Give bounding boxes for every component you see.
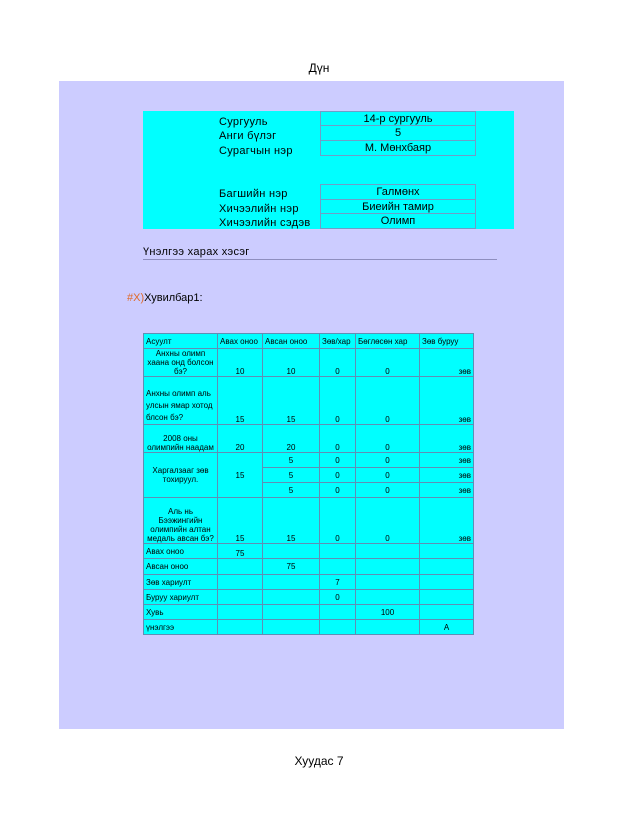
question-cell: Харгалзааг зөв тохируул. <box>144 453 218 498</box>
result-cell: зөв <box>420 453 474 468</box>
summary-got-value: 75 <box>263 559 320 575</box>
result-cell: зөв <box>420 425 474 453</box>
result-cell: зөв <box>420 349 474 377</box>
summary-right-value: 7 <box>320 575 356 590</box>
header-cell: Авах оноо <box>218 334 263 349</box>
variant-text: Хувилбар1: <box>144 292 203 304</box>
filled-cell: 0 <box>356 349 420 377</box>
result-cell: зөв <box>420 468 474 483</box>
filled-cell: 0 <box>356 377 420 425</box>
max-score-cell: 15 <box>218 377 263 425</box>
question-cell: 2008 оны олимпийн наадам <box>144 425 218 453</box>
summary-row-wrong <box>144 590 474 605</box>
subject-value: Биеийн тамир <box>320 199 476 215</box>
result-cell: зөв <box>420 498 474 544</box>
table-row <box>144 425 474 453</box>
correct-cell: 0 <box>320 377 356 425</box>
summary-row-got <box>144 559 474 575</box>
result-cell: зөв <box>420 377 474 425</box>
got-score-cell: 5 <box>263 483 320 498</box>
correct-cell: 0 <box>320 498 356 544</box>
filled-cell: 0 <box>356 483 420 498</box>
max-score-cell: 15 <box>218 453 263 498</box>
school-label: Сургууль <box>219 116 268 128</box>
summary-label: үнэлгээ <box>144 620 218 635</box>
max-score-cell: 20 <box>218 425 263 453</box>
question-cell: Анхны олимп хаана онд болсон бэ? <box>144 349 218 377</box>
page-footer: Хуудас 7 <box>294 754 344 768</box>
correct-cell: 0 <box>320 425 356 453</box>
student-name-value: М. Мөнхбаяр <box>320 140 476 156</box>
summary-label: Авсан оноо <box>144 559 218 575</box>
correct-cell: 0 <box>320 468 356 483</box>
student-name-label: Сурагчын нэр <box>219 145 293 157</box>
variant-label <box>127 292 203 304</box>
result-cell: зөв <box>420 483 474 498</box>
table-row <box>144 498 474 544</box>
summary-row-grade <box>144 620 474 635</box>
correct-cell: 0 <box>320 349 356 377</box>
header-cell: Авсан оноо <box>263 334 320 349</box>
correct-cell: 0 <box>320 453 356 468</box>
header-cell: Зөв буруу <box>420 334 474 349</box>
got-score-cell: 5 <box>263 468 320 483</box>
summary-label: Буруу хариулт <box>144 590 218 605</box>
header-cell: Бөглөсөн хар <box>356 334 420 349</box>
teacher-name-value: Галмөнх <box>320 184 476 200</box>
summary-label: Зөв хариулт <box>144 575 218 590</box>
summary-row-percent <box>144 605 474 620</box>
max-score-cell: 10 <box>218 349 263 377</box>
class-value: 5 <box>320 125 476 141</box>
table-header-row <box>144 334 474 349</box>
got-score-cell: 15 <box>263 377 320 425</box>
summary-label: Авах оноо <box>144 544 218 559</box>
table-row <box>144 453 474 468</box>
topic-value: Олимп <box>320 213 476 229</box>
teacher-name-label: Багшийн нэр <box>219 188 288 200</box>
max-score-cell: 15 <box>218 498 263 544</box>
header-cell: Асуулт <box>144 334 218 349</box>
table-row <box>144 349 474 377</box>
summary-wrong-value: 0 <box>320 590 356 605</box>
got-score-cell: 5 <box>263 453 320 468</box>
subject-label: Хичээлийн нэр <box>219 203 299 215</box>
summary-percent-value: 100 <box>356 605 420 620</box>
score-table <box>143 333 474 635</box>
section-title: Үнэлгээ харах хэсэг <box>143 246 250 258</box>
summary-label: Хувь <box>144 605 218 620</box>
summary-row-max <box>144 544 474 559</box>
page-header: Дүн <box>308 61 330 75</box>
student-info-block <box>143 111 514 229</box>
variant-ref: #Х) <box>127 292 145 304</box>
header-cell: Зөв/хар <box>320 334 356 349</box>
got-score-cell: 20 <box>263 425 320 453</box>
filled-cell: 0 <box>356 498 420 544</box>
summary-row-right <box>144 575 474 590</box>
summary-max-value: 75 <box>218 544 263 559</box>
section-divider <box>143 259 497 260</box>
question-cell: Анхны олимп аль улсын ямар хотод блсон бэ? <box>144 377 218 425</box>
summary-grade-value: А <box>420 620 474 635</box>
class-label: Анги бүлэг <box>219 130 277 142</box>
topic-label: Хичээлийн сэдэв <box>219 217 311 229</box>
got-score-cell: 10 <box>263 349 320 377</box>
school-value: 14-р сургууль <box>320 111 476 127</box>
filled-cell: 0 <box>356 425 420 453</box>
question-cell: Аль нь Бээжингийн олимпийн алтан медаль авсан бэ? <box>144 498 218 544</box>
got-score-cell: 15 <box>263 498 320 544</box>
filled-cell: 0 <box>356 453 420 468</box>
correct-cell: 0 <box>320 483 356 498</box>
table-row <box>144 377 474 425</box>
filled-cell: 0 <box>356 468 420 483</box>
